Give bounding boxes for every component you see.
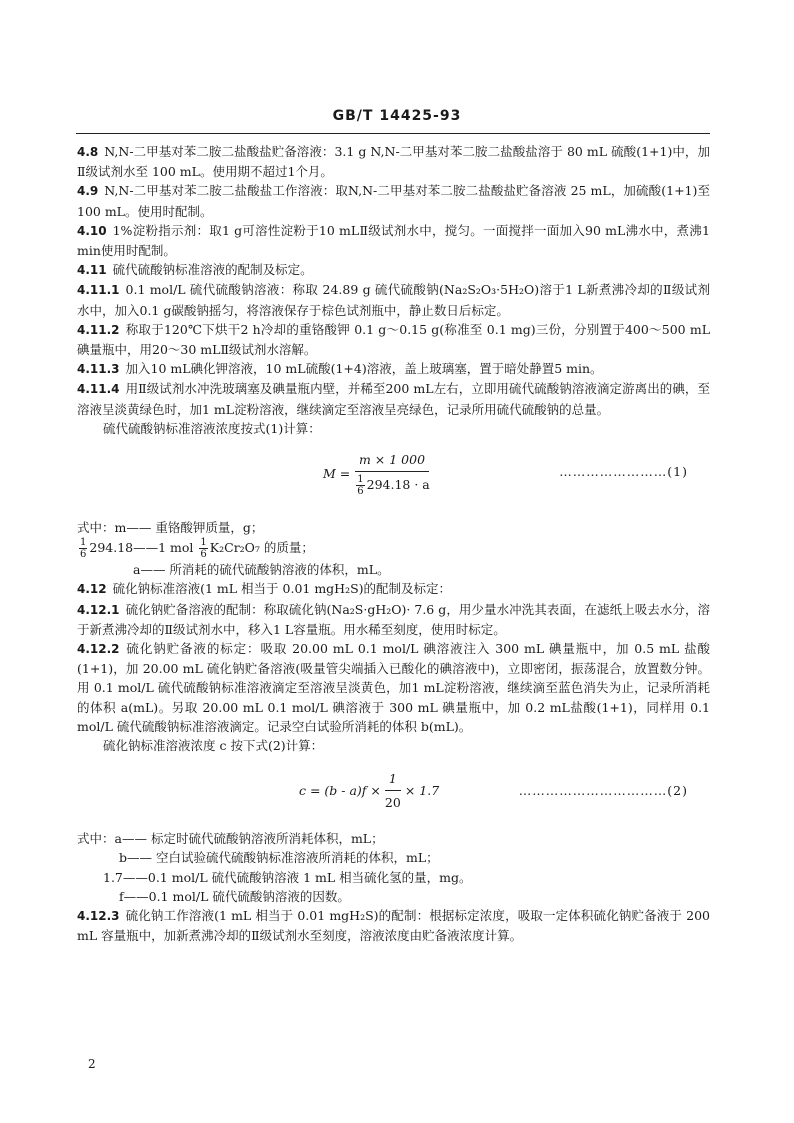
formula-2-where-f: f——0.1 mol/L 硫代硫酸钠溶液的因数。 xyxy=(119,888,350,904)
formula-1-den-rest: 294.18 · a xyxy=(366,477,430,493)
formula-2-fraction xyxy=(385,769,401,812)
section-number: 4.11.1 xyxy=(77,283,120,298)
where-line2-pre-frac xyxy=(79,537,87,560)
section-text: 称取于120℃下烘干2 h冷却的重铬酸钾 0.1 g～0.15 g(称准至 0.1 mg)三份，分别置于400～500 mL碘量瓶中，用20～30 mLⅡ级试剂水溶解。 xyxy=(77,321,710,358)
section-number: 4.11.3 xyxy=(77,362,120,377)
section-text: 加入10 mL碘化钾溶液，10 mL硫酸(1+4)溶液，盖上玻璃塞，置于暗处静置5 min。 xyxy=(125,361,603,377)
formula-2-numerator: 1 xyxy=(385,769,401,791)
document-body xyxy=(77,142,710,946)
frac-top: 1 xyxy=(80,537,87,549)
formula-1-intro: 硫代硫酸钠标准溶液浓度按式(1)计算： xyxy=(103,420,321,436)
section-4-12-3 xyxy=(77,906,710,945)
section-text: N,N-二甲基对苯二胺二盐酸盐工作溶液：取N,N-二甲基对苯二胺二盐酸盐贮备溶液 25 mL，加硫酸(1+1)至 100 mL。使用时配制。 xyxy=(77,183,710,219)
formula-1-where-a: a—— 所消耗的硫代硫酸钠溶液的体积，mL。 xyxy=(133,562,390,578)
formula-2-where-a xyxy=(77,829,710,848)
section-4-11-4 xyxy=(77,379,710,418)
section-4-8 xyxy=(77,142,710,181)
where-m-text: m—— 重铬酸钾质量，g； xyxy=(114,520,264,536)
formula-1-lhs: M = xyxy=(323,466,351,482)
section-number: 4.8 xyxy=(77,145,99,159)
section-text: 硫化钠工作溶液(1 mL 相当于 0.01 mgH₂S)的配制：根据标定浓度，吸取一定体积硫化钠贮备液于 200 mL 容量瓶中，加新煮沸冷却的Ⅱ级试剂水至刻度，溶液浓度由贮备液浓度计算。 xyxy=(77,908,710,944)
section-text: 0.1 mol/L 硫代硫酸钠溶液：称取 24.89 g 硫代硫酸钠(Na₂S₂O₃·5H₂O)溶于1 L新煮沸冷却的Ⅱ级试剂水中，加入0.1 g碳酸钠摇匀，将溶液保存于棕色试剂瓶中，静止数日后标定。 xyxy=(77,282,710,318)
section-number: 4.9 xyxy=(77,184,99,199)
section-text: 1%淀粉指示剂：取1 g可溶性淀粉于10 mLⅡ级试剂水中，搅匀。一面搅拌一面加入90 mL沸水中，煮沸1 min使用时配制。 xyxy=(77,222,710,259)
section-4-12-1 xyxy=(77,600,710,639)
frac-bot: 6 xyxy=(80,549,87,561)
section-4-11-1 xyxy=(77,280,710,319)
section-text: 用Ⅱ级试剂水冲洗玻璃塞及碘量瓶内壁，并稀至200 mL左右，立即用硫代硫酸钠溶液滴定游离出的碘，至溶液呈淡黄绿色时，加1 mL淀粉溶液，继续滴定至溶液呈亮绿色，记录所用硫代硫酸钠的总量。 xyxy=(77,381,710,417)
where-line2-mid: 294.18——1 mol xyxy=(89,540,194,556)
formula-1-number: ……………………(1) xyxy=(559,464,688,480)
section-number: 4.11.2 xyxy=(77,322,120,337)
formula-2-lhs: c = (b - a)f × xyxy=(299,783,381,799)
formula-1-equation xyxy=(323,450,434,497)
section-4-11-3 xyxy=(77,359,710,379)
section-number: 4.11.4 xyxy=(77,382,120,397)
formula-1-numerator: m × 1 000 xyxy=(355,450,429,472)
section-number: 4.11 xyxy=(77,263,107,278)
where-line2-post: K₂Cr₂O₇ 的质量； xyxy=(209,540,314,556)
section-text: 硫化钠贮备液的标定：吸取 20.00 mL 0.1 mol/L 碘溶液注入 300 mL 碘量瓶中，加 0.5 mL 盐酸(1+1)，加 20.00 mL 硫化钠贮备溶液(吸量管尖端插入已酸化的碘溶液中)，立即密闭，振荡混合，放置数分钟。用 0.1 mol/L 硫代硫酸钠标准溶液滴定至溶液呈淡黄色，加1 mL淀粉溶液，继续滴至蓝色消失为止，记录所消耗的体积 a(mL)。另取 20.00 mL 0.1 mol/L 碘溶液于 300 mL 碘量瓶中，加 0.2 mL盐酸(1+1)，同样用 0.1 mol/L 硫代硫酸钠标准溶液滴定。记录空白试验所消耗的体积 b(mL)。 xyxy=(77,641,710,734)
section-number: 4.12 xyxy=(77,582,107,597)
header-rule xyxy=(76,133,710,134)
den-frac-bot: 6 xyxy=(357,486,364,498)
formula-1-den-frac xyxy=(356,474,364,497)
den-frac-top: 1 xyxy=(357,474,364,486)
section-number: 4.10 xyxy=(77,223,107,238)
section-text: 硫代硫酸钠标准溶液的配制及标定。 xyxy=(112,262,313,278)
section-text: 硫化钠贮备溶液的配制：称取硫化钠(Na₂S·gH₂O)· 7.6 g，用少量水冲洗其表面，在滤纸上吸去水分，溶于新煮沸冷却的Ⅱ级试剂水中，移入1 L容量瓶。用水稀至刻度，使用时标定。 xyxy=(77,601,710,637)
section-text: 硫化钠标准溶液(1 mL 相当于 0.01 mgH₂S)的配制及标定： xyxy=(112,581,452,597)
where-line2-frac xyxy=(199,537,207,560)
formula-2-rhs: × 1.7 xyxy=(404,783,440,799)
section-4-11-2 xyxy=(77,320,710,359)
section-4-10 xyxy=(77,221,710,260)
section-4-12 xyxy=(77,579,710,599)
formula-1-fraction xyxy=(354,450,430,497)
section-4-12-2 xyxy=(77,639,710,736)
section-number: 4.12.3 xyxy=(77,909,120,924)
document-header: GB/T 14425-93 xyxy=(332,108,462,124)
formula-2-where-17: 1.7——0.1 mol/L 硫代硫酸钠溶液 1 mL 相当硫化氢的量，mg。 xyxy=(103,869,472,885)
where-label: 式中： xyxy=(77,831,115,847)
where-a-text: a—— 标定时硫代硫酸钠溶液所消耗体积，mL； xyxy=(114,831,384,847)
section-4-9 xyxy=(77,181,710,220)
section-number: 4.12.1 xyxy=(77,602,120,617)
formula-2-equation xyxy=(299,769,439,812)
formula-1 xyxy=(77,450,710,502)
formula-1-where-m xyxy=(77,518,710,537)
section-text: N,N-二甲基对苯二胺二盐酸盐贮备溶液：3.1 g N,N-二甲基对苯二胺二盐酸盐溶于 80 mL 硫酸(1+1)中，加Ⅱ级试剂水至 100 mL。使用期不超过1个月。 xyxy=(77,144,710,180)
formula-2-intro: 硫化钠标准溶液浓度 c 按下式(2)计算： xyxy=(103,738,324,754)
formula-2 xyxy=(77,767,710,811)
formula-1-where-line2 xyxy=(77,537,710,560)
section-number: 4.12.2 xyxy=(77,642,120,657)
formula-2-where-b: b—— 空白试验硫代硫酸钠标准溶液所消耗的体积，mL； xyxy=(119,850,439,866)
frac-bot: 6 xyxy=(200,549,207,561)
formula-1-denominator xyxy=(354,472,430,497)
section-4-11 xyxy=(77,260,710,280)
page-number: 2 xyxy=(88,1057,96,1071)
formula-2-denominator: 20 xyxy=(384,795,401,811)
where-label: 式中： xyxy=(77,520,115,536)
frac-top: 1 xyxy=(200,537,207,549)
formula-2-number: ……………………………(2) xyxy=(518,783,688,799)
